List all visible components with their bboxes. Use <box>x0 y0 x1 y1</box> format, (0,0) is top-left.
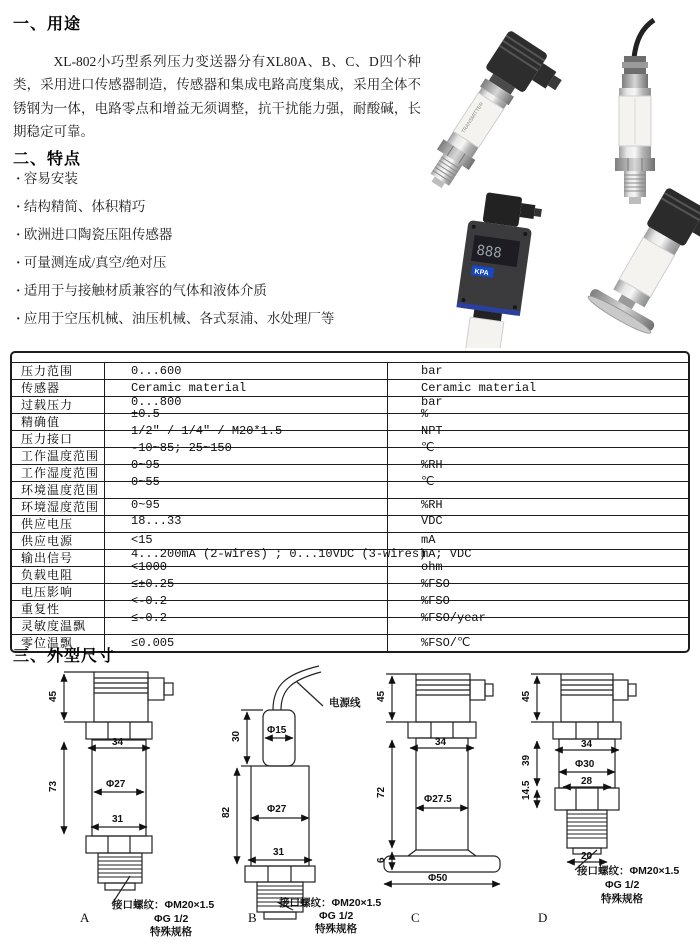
spec-row <box>12 424 688 448</box>
spec-cell-value: 4...200mA (2-wires) ; 0...10VDC (3-wires) <box>105 550 388 566</box>
dim-a-45: 45 <box>48 690 59 702</box>
spec-cell-label: 压力范围 <box>12 363 105 379</box>
spec-cell-value: <15 <box>105 533 388 549</box>
spec-cell-value: ≤±0.25 <box>105 584 388 600</box>
drawing-label-d: D <box>538 910 548 925</box>
spec-cell-label: 供应电源 <box>12 533 105 549</box>
photo-sensor-clamp-flange <box>586 180 700 342</box>
spec-cell-label: 供应电压 <box>12 516 105 532</box>
spec-cell-label: 负载电阻 <box>12 567 105 583</box>
note-a-line1: 接口螺纹：ΦM20×1.5 <box>112 899 215 911</box>
spec-cell-label: 工作温度范围 <box>12 448 105 464</box>
spec-cell-unit: NPT <box>421 424 443 438</box>
spec-cell-value: <-0.2 <box>105 601 388 617</box>
spec-cell-value: ≤0.005 <box>105 635 388 651</box>
spec-cell-unit: %FSO/year <box>421 611 486 625</box>
spec-row <box>12 397 688 414</box>
spec-cell-value: <1000 <box>105 567 388 583</box>
photo-sensor-cable-top <box>615 20 655 204</box>
photo-sensor-display <box>445 190 543 348</box>
spec-row <box>12 560 688 584</box>
photo-label-text: TRANSMITTER <box>460 101 485 135</box>
dim-d-39: 39 <box>521 754 532 766</box>
feature-item: · 结构精简、体积精巧 <box>16 200 436 214</box>
spec-table-rows <box>12 363 688 651</box>
dim-b-15: Φ15 <box>267 725 287 736</box>
spec-row <box>12 458 688 482</box>
spec-row <box>12 407 688 431</box>
note-b-line3: 特殊规格 <box>315 923 357 935</box>
dim-d-28: 28 <box>581 776 593 787</box>
spec-row <box>12 516 688 533</box>
features-list <box>16 172 436 340</box>
spec-cell-value: -10~85; 25~150 <box>105 448 388 464</box>
note-d-line3: 特殊规格 <box>601 893 643 905</box>
spec-cell-unit: VDC <box>421 514 443 528</box>
dim-d-45: 45 <box>521 690 532 702</box>
spec-cell-label: 环境湿度范围 <box>12 499 105 515</box>
feature-item: · 适用于与接触材质兼容的气体和液体介质 <box>16 284 436 298</box>
section-title-features: 二、特点 <box>13 151 82 168</box>
note-a-line2: ΦG 1/2 <box>154 913 189 925</box>
display-badge: KPA <box>474 268 490 278</box>
spec-cell-value: 1/2" / 1/4" / M20*1.5 <box>105 431 388 447</box>
spec-table-spacer <box>12 353 688 363</box>
product-photos <box>408 16 700 348</box>
dim-b-27: Φ27 <box>267 804 287 815</box>
dim-a-73: 73 <box>48 780 59 792</box>
dim-b-82: 82 <box>221 806 232 818</box>
spec-cell-value: ±0.5 <box>105 414 388 430</box>
dim-a-34: 34 <box>112 737 124 748</box>
spec-cell-value: Ceramic material <box>105 380 388 396</box>
dim-d-20: 20 <box>581 851 593 862</box>
spec-cell-unit: %FSO <box>421 577 450 591</box>
feature-item: · 可量测连成/真空/绝对压 <box>16 256 436 270</box>
spec-row <box>12 611 688 635</box>
spec-cell-unit: mA <box>421 533 436 547</box>
dim-a-27: Φ27 <box>106 779 126 790</box>
spec-row <box>12 594 688 618</box>
dim-a-31: 31 <box>112 814 124 825</box>
dim-d-14-5: 14.5 <box>521 780 532 800</box>
spec-cell-label: 环境温度范围 <box>12 482 105 498</box>
section-title-dimensions: 三、外型尺寸 <box>13 648 116 665</box>
spec-cell-unit: mA; VDC <box>421 547 472 561</box>
spec-row <box>12 547 688 567</box>
spec-cell-unit: bar <box>421 395 443 409</box>
spec-cell-value: 0~95 <box>105 499 388 515</box>
note-d-line2: ΦG 1/2 <box>605 879 640 891</box>
photo-sensor-din-connector <box>417 30 569 211</box>
spec-cell-value: 18...33 <box>105 516 388 532</box>
spec-cell-unit: %RH <box>421 458 443 472</box>
spec-cell-value: 0~95 <box>105 465 388 481</box>
spec-row <box>12 363 688 380</box>
spec-cell-unit: Ceramic material <box>421 381 537 395</box>
dimension-drawing-d <box>505 658 700 946</box>
spec-row <box>12 475 688 499</box>
spec-cell-label: 工作湿度范围 <box>12 465 105 481</box>
dim-d-34: 34 <box>581 739 593 750</box>
spec-cell-value: ≤-0.2 <box>105 618 388 634</box>
spec-cell-label: 重复性 <box>12 601 105 617</box>
spec-cell-unit: ℃ <box>421 475 435 489</box>
spec-row <box>12 380 688 397</box>
spec-cell-label: 精确值 <box>12 414 105 430</box>
spec-cell-unit: % <box>421 407 429 421</box>
dim-c-45: 45 <box>376 690 387 702</box>
spec-row <box>12 441 688 465</box>
display-digits: 888 <box>475 242 503 262</box>
dim-b-31: 31 <box>273 847 285 858</box>
feature-item: · 欧洲进口陶瓷压阻传感器 <box>16 228 436 242</box>
spec-cell-unit: %RH <box>421 498 443 512</box>
spec-cell-unit: ℃ <box>421 441 435 455</box>
drawing-label-b: B <box>248 910 257 925</box>
dim-d-30: Φ30 <box>575 759 595 770</box>
spec-cell-label: 过载压力 <box>12 397 105 413</box>
dim-c-27-5: Φ27.5 <box>424 794 452 805</box>
spec-cell-label: 零位温飘 <box>12 635 105 651</box>
label-power-cable: 电源线 <box>329 697 361 709</box>
dim-b-30: 30 <box>231 730 242 742</box>
usage-paragraph: XL-802小巧型系列压力变送器分有XL80A、B、C、D四个种类，采用进口传感器制造，传感器和集成电路高度集成，采用全体不锈钢为一体，电路零点和增益无须调整，抗干扰能力强，耐酸碱，长期稳定可靠。 <box>13 53 421 139</box>
spec-row <box>12 577 688 601</box>
feature-item: · 容易安装 <box>16 172 436 186</box>
spec-cell-label: 压力接口 <box>12 431 105 447</box>
spec-cell-value: 0...600 <box>105 363 388 379</box>
note-a-line3: 特殊规格 <box>150 926 192 938</box>
spec-cell-label: 灵敏度温飘 <box>12 618 105 634</box>
dim-c-6: 6 <box>376 857 387 863</box>
spec-cell-label: 电压影响 <box>12 584 105 600</box>
dim-c-34: 34 <box>435 737 447 748</box>
spec-row <box>12 499 688 516</box>
dim-c-72: 72 <box>376 786 387 798</box>
spec-cell-unit: bar <box>421 364 443 378</box>
spec-cell-label: 传感器 <box>12 380 105 396</box>
note-b-line2: ΦG 1/2 <box>319 910 354 922</box>
spec-cell-value: 0...800 <box>105 397 388 413</box>
feature-item: · 应用于空压机械、油压机械、各式泵浦、水处理厂等 <box>16 312 436 326</box>
spec-cell-unit: %FSO/℃ <box>421 636 471 650</box>
spec-cell-value: 0~55 <box>105 482 388 498</box>
spec-cell-unit: ohm <box>421 560 443 574</box>
note-b-line1: 接口螺纹：ΦM20×1.5 <box>279 897 382 909</box>
section-title-usage: 一、用途 <box>13 16 82 33</box>
spec-table <box>10 351 690 653</box>
dim-c-50: Φ50 <box>428 873 448 884</box>
note-d-line1: 接口螺纹：ΦM20×1.5 <box>577 865 680 877</box>
spec-cell-label: 输出信号 <box>12 550 105 566</box>
drawing-label-c: C <box>411 910 420 925</box>
spec-cell-unit: %FSO <box>421 594 450 608</box>
drawing-label-a: A <box>80 910 90 925</box>
